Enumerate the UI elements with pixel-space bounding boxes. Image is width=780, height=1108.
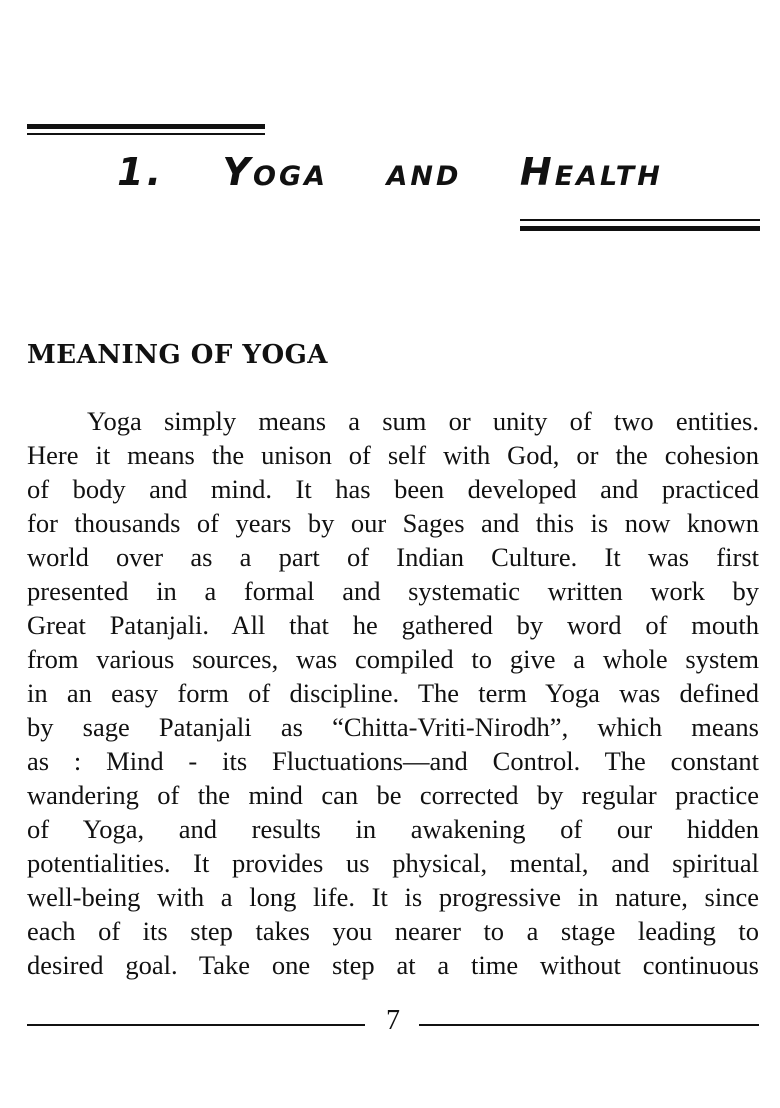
- chapter-title-word-1: Yoga: [222, 150, 329, 194]
- footer-rule-left: [27, 1024, 365, 1026]
- text-line: each of its step takes you nearer to a stage leading to: [27, 916, 759, 946]
- text-line: of Yoga, and results in awakening of our hidden: [27, 814, 759, 844]
- chapter-title-word-2: and: [386, 150, 462, 194]
- chapter-title: [0, 150, 780, 194]
- text-line: potentialities. It provides us physical, mental, and spiritual: [27, 848, 759, 878]
- footer-rule-right: [419, 1024, 759, 1026]
- text-line: Here it means the unison of self with God, or the cohesion: [27, 440, 759, 470]
- chapter-title-word-3: Health: [519, 150, 663, 194]
- text-line: Yoga simply means a sum or unity of two entities.: [87, 406, 759, 436]
- body-paragraph: [27, 404, 759, 982]
- text-line: in an easy form of discipline. The term Yoga was defined: [27, 678, 759, 708]
- title-rule-top-left-thick: [27, 124, 265, 129]
- text-line: Great Patanjali. All that he gathered by word of mouth: [27, 610, 759, 640]
- text-line: well-being with a long life. It is progressive in nature, since: [27, 882, 759, 912]
- text-line: from various sources, was compiled to give a whole system: [27, 644, 759, 674]
- title-rule-bottom-right-thin: [520, 219, 760, 221]
- text-line: as : Mind - its Fluctuations—and Control. The constant: [27, 746, 759, 776]
- page-footer: [27, 1005, 759, 1045]
- text-line: desired goal. Take one step at a time without continuous: [27, 950, 759, 980]
- chapter-number: 1.: [117, 150, 165, 194]
- title-rule-bottom-right-thick: [520, 226, 760, 231]
- title-rule-top-left-thin: [27, 133, 265, 135]
- page-number: 7: [386, 1005, 400, 1036]
- text-line: of body and mind. It has been developed and practiced: [27, 474, 759, 504]
- text-line: wandering of the mind can be corrected by regular practice: [27, 780, 759, 810]
- text-line: world over as a part of Indian Culture. It was first: [27, 542, 759, 572]
- text-line: for thousands of years by our Sages and this is now known: [27, 508, 759, 538]
- text-line: by sage Patanjali as “Chitta-Vriti-Nirodh”, which means: [27, 712, 759, 742]
- text-line: presented in a formal and systematic written work by: [27, 576, 759, 606]
- section-heading: MEANING OF YOGA: [27, 340, 328, 370]
